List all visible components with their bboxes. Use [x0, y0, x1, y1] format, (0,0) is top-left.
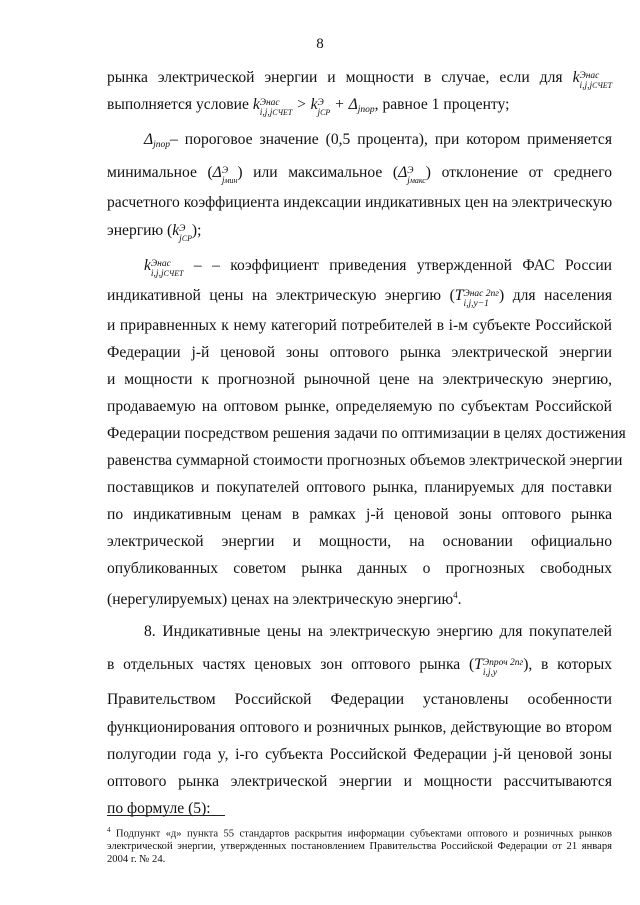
text-line — [107, 312, 612, 339]
text-span: энергию ( — [107, 222, 173, 239]
text-line — [107, 555, 612, 582]
footnote-ref: 4 — [453, 590, 458, 600]
math-k-nas: k Энас i,j,jСЧЕТ — [572, 69, 612, 91]
text-span: равенства суммарной стоимости прогнозных объемов электрической энергии — [107, 452, 623, 469]
text-span: Федерации посредством решения задачи по оптимизации в целях достижения — [107, 425, 626, 442]
text-line — [107, 686, 612, 713]
text-line — [107, 714, 612, 741]
text-span: ) для населения — [498, 287, 612, 304]
footnote-mark: 4 — [107, 826, 111, 834]
text-line — [107, 339, 612, 366]
math-t-nas: T Энас 2пг i,j,y−1 — [454, 287, 499, 309]
text-span: ) отклонение от среднего — [425, 164, 613, 181]
text-span: ), в которых — [523, 656, 613, 673]
math-delta-min: Δ Э jмин — [212, 164, 238, 186]
text-span: . — [457, 591, 462, 609]
math-k-nas: k Энас i,j,jСЧЕТ — [144, 257, 184, 279]
text-span: и приравненных к нему категорий потребителей в i-м субъекте Российской — [107, 317, 612, 334]
text-span: индикативной цены на электрическую энергию ( — [107, 287, 455, 304]
text-line — [107, 393, 612, 420]
text-line — [107, 64, 612, 91]
math-delta-por: $\Delta_{jпор}$ — [144, 131, 171, 150]
text-span: , равное 1 проценту; — [374, 96, 510, 113]
page-number: 8 — [316, 36, 324, 52]
math-k-sr: k Э jСР — [172, 222, 192, 244]
text-line — [107, 618, 612, 645]
text-span: электрической энергии и мощности, на основании официально — [107, 533, 612, 550]
text-span: по индикативным ценам в рамках j-й ценовой зоны оптового рынка — [107, 506, 612, 523]
text-span: по формуле (5): — [107, 800, 211, 817]
text-span: ) или максимальное ( — [237, 164, 399, 181]
text-span: минимальное ( — [107, 164, 213, 181]
text-line — [107, 189, 612, 216]
text-span: рынка электрической энергии и мощности в случае, если для — [107, 69, 563, 86]
text-line: k Энас i,j,jСЧЕТ – – коэффициент приведения утвержденной ФАС России — [144, 257, 613, 279]
text-span: – коэффициент приведения утвержденной ФАС России — [212, 257, 613, 274]
text-line — [107, 91, 612, 124]
text-line — [107, 420, 626, 447]
text-line — [107, 447, 623, 474]
text-line — [107, 217, 612, 244]
text-span: оптового рынка электрической энергии и мощности рассчитываются — [107, 773, 612, 790]
text-span: Правительством Российской Федерации установлены особенности — [107, 691, 612, 708]
text-line — [107, 282, 612, 309]
text-line — [107, 501, 612, 528]
text-span: продаваемую на оптовом рынке, определяемую по субъектам Российской — [107, 398, 612, 415]
text-line — [107, 126, 612, 159]
math-delta-max: Δ Э jмакс — [398, 164, 426, 186]
text-line — [107, 159, 612, 186]
text-span: опубликованных советом рынка данных о прогнозных свободных — [107, 560, 612, 577]
text-span: Федерации j-й ценовой зоны оптового рынка электрической энергии — [107, 344, 612, 361]
text-span: выполняется условие — [107, 96, 249, 113]
math-condition: k Энас i,j,jСЧЕТ > k Э jСР + $\Delta_{jпор}$ — [252, 96, 375, 118]
footnote — [107, 824, 612, 866]
text-span: – пороговое значение (0,5 процента), при котором применяется — [170, 131, 612, 148]
text-span: поставщиков и покупателей оптового рынка, планируемых для поставки — [107, 479, 612, 496]
text-line — [107, 651, 612, 678]
text-line — [107, 528, 612, 555]
text-line — [107, 582, 612, 613]
text-line — [107, 474, 612, 501]
text-line — [107, 741, 612, 768]
text-span: в отдельных частях ценовых зон оптового рынка ( — [107, 656, 475, 673]
footnote-text: Подпункт «д» пункта 55 стандартов раскрытия информации субъектами оптового и розничных рынков электрической энергии, утвержденных постановлением Правительства Российской Федерации от 21 января 2004 г. № 24. — [107, 828, 612, 865]
text-span: 8. Индикативные цены на электрическую энергию для покупателей — [144, 623, 612, 640]
text-span: функционирования оптового и розничных рынков, действующие во втором — [107, 719, 612, 736]
footnote-divider — [107, 815, 225, 816]
text-span: и мощности к прогнозной рыночной цене на электрическую энергию, — [107, 371, 612, 388]
text-span: полугодии года y, i-го субъекта Российской Федерации j-й ценовой зоны — [107, 746, 612, 763]
text-span: расчетного коэффициента индексации индикативных цен на электрическую — [107, 194, 613, 211]
text-span: ); — [191, 222, 202, 239]
text-line — [107, 366, 612, 393]
text-line — [107, 795, 612, 822]
text-line — [107, 768, 612, 795]
math-t-proch: T Эпроч 2пг i,j,y — [474, 656, 524, 678]
text-span: (нерегулируемых) ценах на электрическую энергию — [107, 591, 454, 609]
